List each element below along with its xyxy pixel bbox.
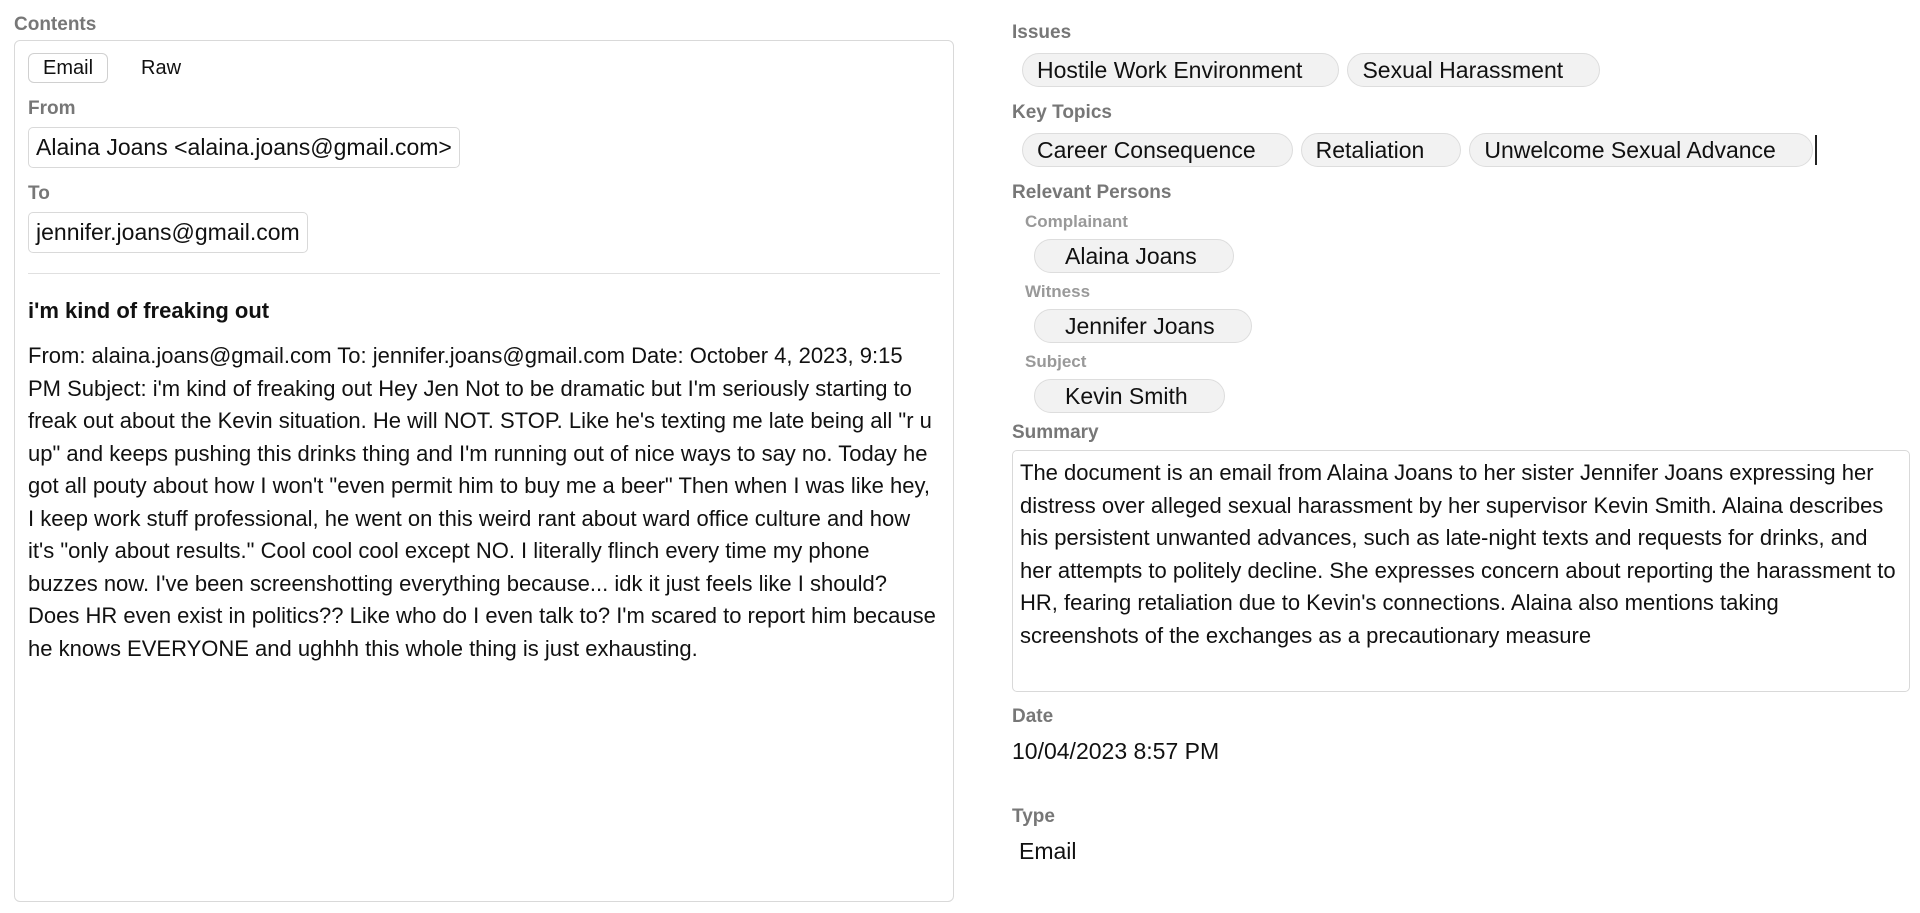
issue-chip[interactable]: Hostile Work Environment	[1022, 53, 1339, 87]
issues-label: Issues	[1012, 22, 1072, 43]
topic-chip[interactable]: Career Consequence	[1022, 133, 1293, 167]
issue-chip[interactable]: Sexual Harassment	[1347, 53, 1600, 87]
view-tabs	[28, 53, 940, 83]
person-chip-complainant[interactable]: Alaina Joans	[1034, 239, 1234, 273]
date-value: 10/04/2023 8:57 PM	[1012, 738, 1220, 764]
topic-chip[interactable]: Unwelcome Sexual Advance	[1469, 133, 1813, 167]
metadata-panel	[1012, 20, 1910, 866]
complainant-row	[1012, 238, 1910, 274]
from-field[interactable]: Alaina Joans <alaina.joans@gmail.com>	[28, 127, 460, 168]
issues-chips[interactable]	[1012, 52, 1910, 88]
tab-raw[interactable]: Raw	[141, 57, 182, 79]
summary-label: Summary	[1012, 422, 1099, 443]
from-label: From	[28, 98, 76, 119]
contents-panel	[14, 12, 954, 902]
type-label: Type	[1012, 806, 1055, 827]
witness-label: Witness	[1025, 282, 1091, 301]
relevant-persons-label: Relevant Persons	[1012, 182, 1172, 203]
divider	[28, 273, 940, 274]
text-cursor	[1815, 135, 1817, 165]
contents-box	[14, 40, 954, 902]
subject-label: Subject	[1025, 352, 1087, 371]
to-field[interactable]: jennifer.joans@gmail.com	[28, 212, 308, 253]
tab-email[interactable]: Email	[28, 53, 108, 83]
contents-label: Contents	[14, 14, 97, 35]
summary-textarea[interactable]: The document is an email from Alaina Joans to her sister Jennifer Joans expressing her distress over alleged sexual harassment by her supervisor Kevin Smith. Alaina describes his persistent unwanted advances, such as late-night texts and requests for drinks, and her attempts to politely decline. She expresses concern about reporting the harassment to HR, fearing retaliation due to Kevin's connections. Alaina also mentions taking screenshots of the exchanges as a precautionary measure	[1012, 450, 1910, 692]
key-topics-label: Key Topics	[1012, 102, 1112, 123]
type-value: Email	[1019, 838, 1077, 864]
witness-row	[1012, 308, 1910, 344]
person-chip-witness[interactable]: Jennifer Joans	[1034, 309, 1252, 343]
complainant-label: Complainant	[1025, 212, 1128, 231]
email-subject: i'm kind of freaking out	[28, 298, 270, 323]
key-topics-chips[interactable]	[1012, 132, 1910, 168]
date-label: Date	[1012, 706, 1054, 727]
person-chip-subject[interactable]: Kevin Smith	[1034, 379, 1225, 413]
topic-chip[interactable]: Retaliation	[1301, 133, 1462, 167]
to-label: To	[28, 183, 50, 204]
email-body: From: alaina.joans@gmail.com To: jennifer.joans@gmail.com Date: October 4, 2023, 9:15 PM Subject: i'm kind of freaking out Hey Jen Not to be dramatic but I'm seriously starting to freak out about the Kevin situation. He will NOT. STOP. Like he's texting me late being all "r u up" and keeps pushing this drinks thing and I'm running out of nice ways to say no. Today he got all pouty about how I won't "even permit him to buy me a beer" Then when I was like hey, I keep work stuff professional, he went on this weird rant about ward office culture and how it's "only about results." Cool cool cool except NO. I literally flinch every time my phone buzzes now. I've been screenshotting everything because... idk it just feels like I should? Does HR even exist in politics?? Like who do I even talk to? I'm scared to report him because he knows EVERYONE and ughhh this whole thing is just exhausting.	[28, 343, 936, 661]
subject-row	[1012, 378, 1910, 414]
